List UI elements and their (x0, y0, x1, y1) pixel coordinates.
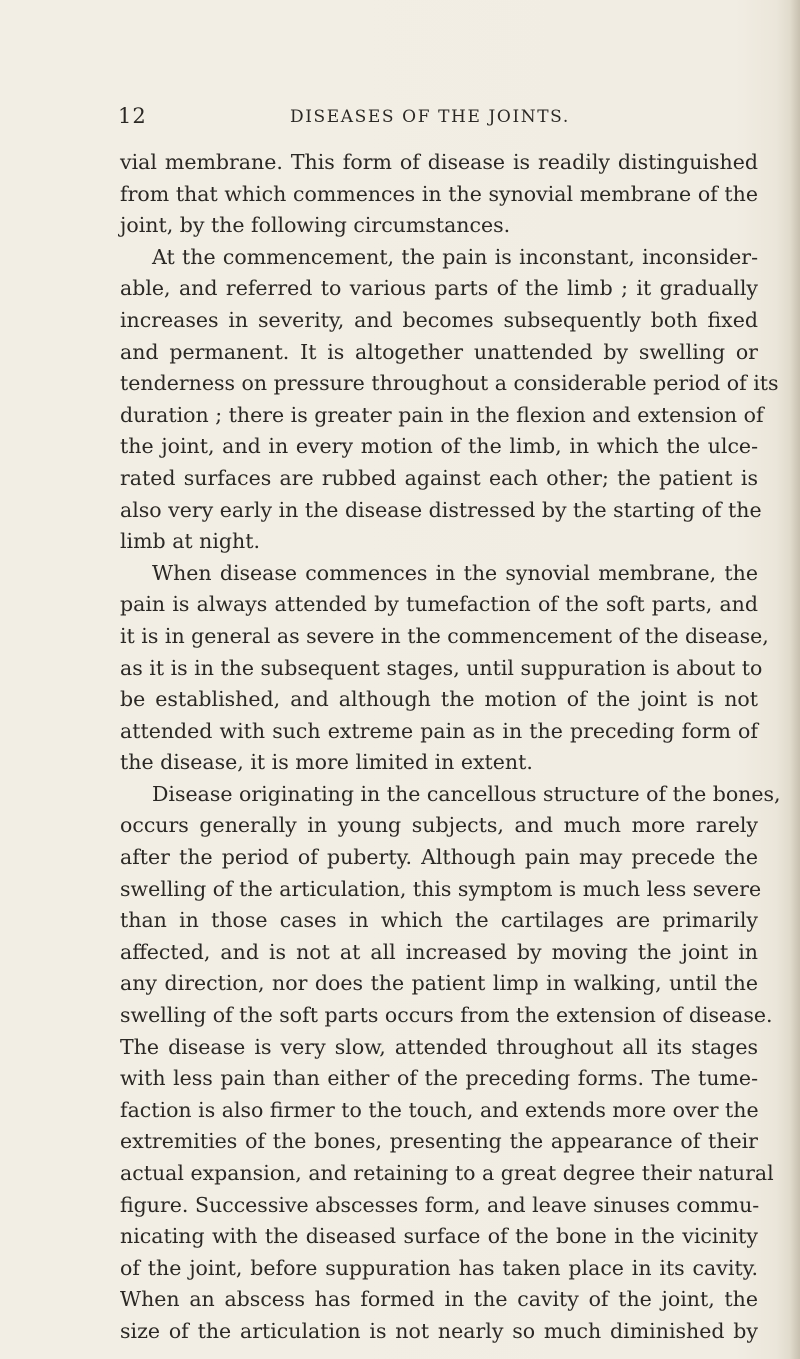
text-line: nicating with the diseased surface of the bone in the vicinity (120, 1224, 758, 1249)
text-line: faction is also firmer to the touch, and extends more over the (120, 1097, 759, 1122)
text-line: occurs generally in young subjects, and much more rarely (120, 813, 758, 838)
text-line: rated surfaces are rubbed against each other; the patient is (120, 465, 758, 490)
text-line: joint, by the following circumstances. (120, 213, 511, 238)
text-line: the joint, and in every motion of the limb, in which the ulce- (120, 434, 758, 459)
page-number: 12 (118, 104, 147, 128)
text-line: also very early in the disease distressed by the starting of the (120, 497, 762, 522)
text-line: it is in general as severe in the commencement of the disease, (120, 623, 769, 648)
page-edge-shadow (790, 0, 800, 1359)
text-line: from that which commences in the synovial membrane of the (120, 181, 758, 206)
text-line: as it is in the subsequent stages, until suppuration is about to (120, 655, 763, 680)
body-text (120, 147, 781, 1348)
text-line: When disease commences in the synovial membrane, the (152, 560, 758, 585)
text-line: affected, and is not at all increased by moving the joint in (120, 939, 758, 964)
text-line: The disease is very slow, attended throughout all its stages (120, 1034, 758, 1059)
text-line: increases in severity, and becomes subsequently both fixed (120, 307, 758, 332)
text-line: pain is always attended by tumefaction of the soft parts, and (120, 592, 758, 617)
text-line: limb at night. (120, 529, 261, 554)
text-line: actual expansion, and retaining to a great degree their natural (120, 1161, 774, 1185)
text-line: figure. Successive abscesses form, and leave sinuses commu- (120, 1192, 760, 1217)
text-line: and permanent. It is altogether unattended by swelling or (120, 339, 758, 364)
text-line: than in those cases in which the cartilages are primarily (120, 908, 758, 933)
text-line: with less pain than either of the preceding forms. The tume- (120, 1066, 758, 1091)
text-line: after the period of puberty. Although pain may precede the (120, 845, 758, 870)
text-line: vial membrane. This form of disease is readily distinguished (120, 150, 758, 174)
text-line: At the commencement, the pain is inconstant, inconsider- (152, 244, 758, 269)
text-line: swelling of the soft parts occurs from the extension of disease. (120, 1003, 773, 1028)
text-line: Disease originating in the cancellous structure of the bones, (152, 781, 781, 806)
running-head (118, 104, 800, 134)
text-line: attended with such extreme pain as in the preceding form of (120, 718, 758, 743)
running-title: DISEASES OF THE JOINTS. (290, 107, 570, 127)
text-line: size of the articulation is not nearly so much diminished by (120, 1318, 758, 1343)
text-line: be established, and although the motion of the joint is not (120, 687, 758, 712)
text-line: of the joint, before suppuration has taken place in its cavity. (120, 1255, 758, 1280)
text-line: able, and referred to various parts of the limb ; it gradually (120, 276, 758, 301)
text-line: extremities of the bones, presenting the appearance of their (120, 1129, 758, 1154)
text-line: tenderness on pressure throughout a considerable period of its (120, 371, 779, 396)
text-line: duration ; there is greater pain in the flexion and extension of (120, 402, 764, 427)
text-line: any direction, nor does the patient limp in walking, until the (120, 971, 758, 996)
text-line: the disease, it is more limited in extent. (120, 750, 533, 775)
text-line: swelling of the articulation, this symptom is much less severe (120, 876, 762, 901)
text-line: When an abscess has formed in the cavity of the joint, the (120, 1287, 758, 1312)
